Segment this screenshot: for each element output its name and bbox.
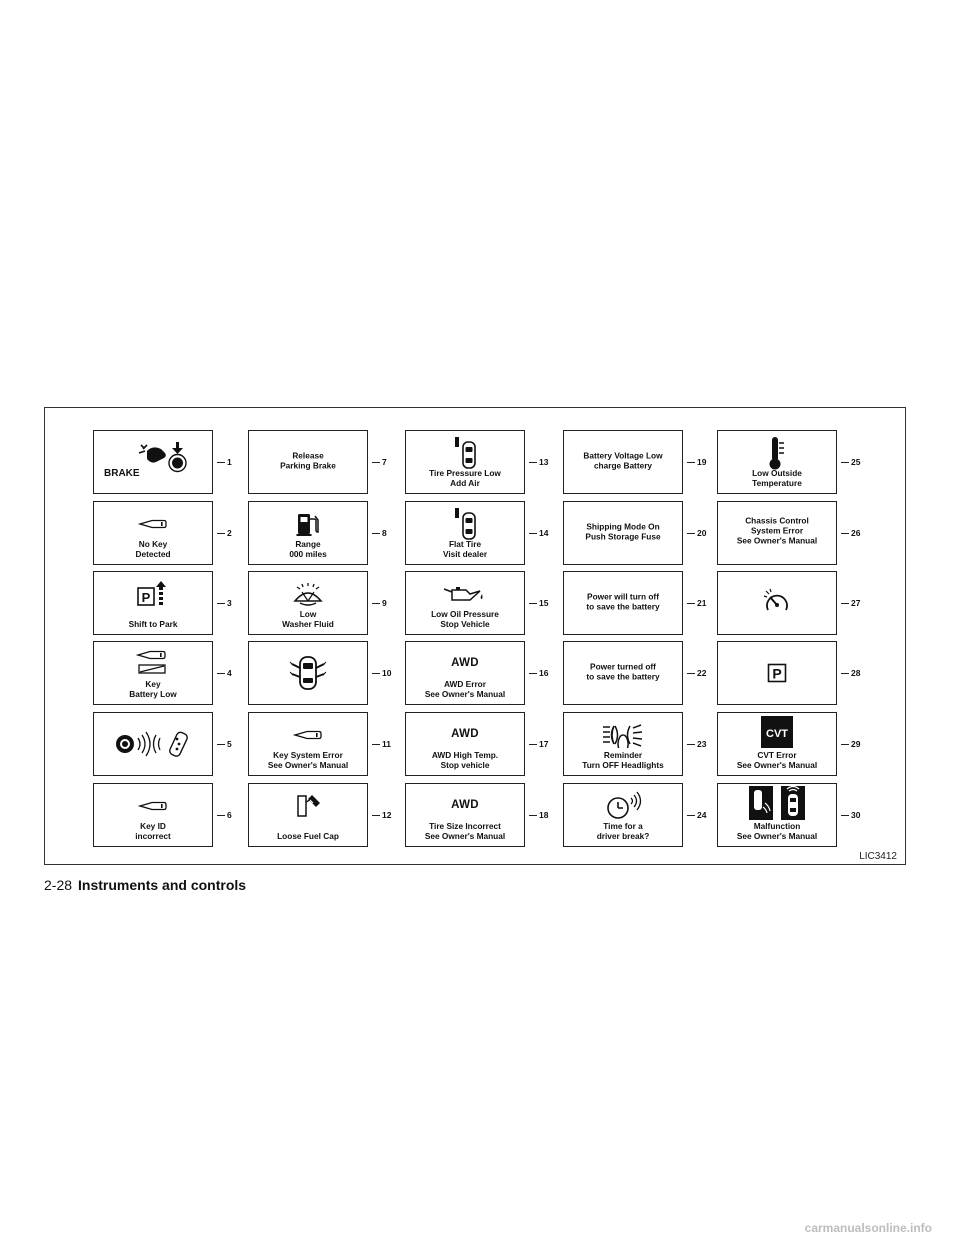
callout-number: 5	[227, 739, 232, 749]
message-box-22	[563, 641, 683, 705]
cvt-badge-icon	[718, 716, 836, 748]
callout-number: 28	[851, 668, 861, 678]
message-caption: AWD High Temp. Stop vehicle	[431, 750, 499, 770]
svg-text:P: P	[141, 590, 151, 605]
awd-label: AWD	[451, 728, 479, 740]
message-caption: Range 000 miles	[289, 539, 327, 559]
callout-number: 26	[851, 528, 861, 538]
washer-fluid-icon	[249, 578, 367, 610]
message-box-17	[405, 712, 525, 776]
callout-number: 14	[539, 528, 549, 538]
callout-tick	[372, 603, 380, 604]
page-footer	[44, 877, 246, 893]
message-caption: Shipping Mode On Push Storage Fuse	[585, 521, 661, 542]
callout-tick	[217, 815, 225, 816]
message-box-8	[248, 501, 368, 565]
callout-number: 9	[382, 598, 387, 608]
callout-tick	[687, 673, 695, 674]
callout-number: 15	[539, 598, 549, 608]
message-box-10	[248, 641, 368, 705]
callout-tick	[217, 462, 225, 463]
page-number: 2-28	[44, 877, 73, 893]
callout-tick	[372, 744, 380, 745]
car-doors-open-icon	[249, 642, 367, 704]
watermark: carmanualsonline.info	[804, 1221, 932, 1235]
callout-tick	[529, 744, 537, 745]
callout-tick	[217, 744, 225, 745]
callout-number: 30	[851, 810, 861, 820]
callout-number: 11	[382, 739, 391, 749]
callout-number: 21	[697, 598, 707, 608]
callout-number: 10	[382, 668, 392, 678]
callout-number: 12	[382, 810, 392, 820]
message-box-2	[93, 501, 213, 565]
message-caption: Key System Error See Owner's Manual	[267, 750, 349, 770]
callout-tick	[529, 533, 537, 534]
callout-number: 13	[539, 457, 549, 467]
message-box-24	[563, 783, 683, 847]
message-caption: Low Oil Pressure Stop Vehicle	[431, 609, 499, 629]
callout-tick	[217, 603, 225, 604]
callout-tick	[529, 815, 537, 816]
awd-label: AWD	[451, 657, 479, 669]
message-caption: Release Parking Brake	[280, 450, 336, 471]
section-title: Instruments and controls	[78, 877, 247, 893]
sonar-malfunction-icon	[718, 785, 836, 821]
callout-number: 1	[227, 457, 232, 467]
message-caption: Reminder Turn OFF Headlights	[582, 750, 664, 770]
figure-code: LIC3412	[859, 851, 897, 862]
oil-can-icon	[406, 578, 524, 610]
message-box-25	[717, 430, 837, 494]
message-box-16	[405, 641, 525, 705]
callout-number: 4	[227, 668, 232, 678]
callout-tick	[529, 462, 537, 463]
message-box-28	[717, 641, 837, 705]
message-caption: Tire Pressure Low Add Air	[429, 468, 501, 488]
message-box-18	[405, 783, 525, 847]
fuel-cap-icon	[249, 790, 367, 822]
callout-tick	[841, 462, 849, 463]
message-caption: Low Outside Temperature	[752, 468, 802, 488]
message-box-23	[563, 712, 683, 776]
message-box-9	[248, 571, 368, 635]
callout-number: 24	[697, 810, 707, 820]
message-box-20	[563, 501, 683, 565]
tire-pressure-icon	[406, 437, 524, 469]
message-caption: Power will turn off to save the battery	[586, 591, 660, 612]
clock-signal-icon	[564, 790, 682, 822]
message-caption: Low Washer Fluid	[282, 609, 334, 629]
awd-label: AWD	[451, 799, 479, 811]
callout-tick	[217, 533, 225, 534]
message-caption: No Key Detected	[135, 539, 171, 559]
message-caption: Tire Size Incorrect See Owner's Manual	[424, 821, 506, 841]
callout-tick	[372, 462, 380, 463]
callout-number: 19	[697, 457, 707, 467]
fuel-pump-icon	[249, 508, 367, 540]
message-caption: Key ID incorrect	[135, 821, 171, 841]
message-caption: Power turned off to save the battery	[586, 661, 660, 682]
message-box-1	[93, 430, 213, 494]
message-caption: Time for a driver break?	[596, 821, 650, 841]
message-box-13	[405, 430, 525, 494]
callout-number: 18	[539, 810, 549, 820]
key-icon	[94, 790, 212, 822]
message-caption: Flat Tire Visit dealer	[442, 539, 488, 559]
callout-number: 8	[382, 528, 387, 538]
park-p-icon	[718, 642, 836, 704]
message-caption: BRAKE	[104, 468, 140, 479]
message-box-26	[717, 501, 837, 565]
callout-number: 7	[382, 457, 387, 467]
callout-number: 27	[851, 598, 861, 608]
callout-tick	[687, 462, 695, 463]
warning-messages-figure	[44, 407, 906, 865]
callout-tick	[841, 744, 849, 745]
callout-tick	[687, 744, 695, 745]
callout-tick	[372, 815, 380, 816]
svg-text:CVT: CVT	[766, 728, 788, 740]
key-icon	[249, 719, 367, 751]
gauge-icon	[718, 572, 836, 634]
message-box-12	[248, 783, 368, 847]
callout-tick	[687, 603, 695, 604]
message-caption: Chassis Control System Error See Owner's Manual	[736, 515, 818, 546]
callout-number: 25	[851, 457, 861, 467]
callout-tick	[372, 673, 380, 674]
callout-number: 23	[697, 739, 707, 749]
message-caption: Key Battery Low	[129, 679, 177, 699]
thermometer-icon	[718, 437, 836, 469]
message-caption: AWD Error See Owner's Manual	[424, 679, 506, 699]
headlights-icon	[564, 719, 682, 751]
svg-text:P: P	[772, 665, 782, 682]
message-caption: CVT Error See Owner's Manual	[736, 750, 818, 770]
tire-pressure-icon	[406, 508, 524, 540]
message-box-21	[563, 571, 683, 635]
message-box-6	[93, 783, 213, 847]
callout-tick	[841, 533, 849, 534]
message-box-15	[405, 571, 525, 635]
key-battery-icon	[94, 648, 212, 680]
message-caption: Malfunction See Owner's Manual	[736, 821, 818, 841]
message-box-29	[717, 712, 837, 776]
callout-number: 22	[697, 668, 707, 678]
callout-tick	[529, 673, 537, 674]
callout-number: 16	[539, 668, 549, 678]
callout-tick	[841, 673, 849, 674]
callout-tick	[529, 603, 537, 604]
message-caption: Battery Voltage Low charge Battery	[583, 450, 663, 471]
callout-number: 17	[539, 739, 549, 749]
callout-tick	[372, 533, 380, 534]
message-box-11	[248, 712, 368, 776]
message-caption: Shift to Park	[128, 619, 178, 629]
message-caption: Loose Fuel Cap	[277, 831, 339, 841]
key-fob-signal-icon	[94, 713, 212, 775]
callout-tick	[687, 815, 695, 816]
key-icon	[94, 508, 212, 540]
callout-tick	[217, 673, 225, 674]
message-box-14	[405, 501, 525, 565]
message-box-3	[93, 571, 213, 635]
callout-number: 3	[227, 598, 232, 608]
callout-number: 2	[227, 528, 232, 538]
message-box-7	[248, 430, 368, 494]
message-box-30	[717, 783, 837, 847]
callout-number: 29	[851, 739, 861, 749]
message-box-5	[93, 712, 213, 776]
callout-number: 6	[227, 810, 232, 820]
callout-tick	[841, 603, 849, 604]
message-box-4	[93, 641, 213, 705]
callout-number: 20	[697, 528, 707, 538]
message-box-19	[563, 430, 683, 494]
message-box-27	[717, 571, 837, 635]
callout-tick	[841, 815, 849, 816]
park-shift-icon	[94, 578, 212, 610]
callout-tick	[687, 533, 695, 534]
